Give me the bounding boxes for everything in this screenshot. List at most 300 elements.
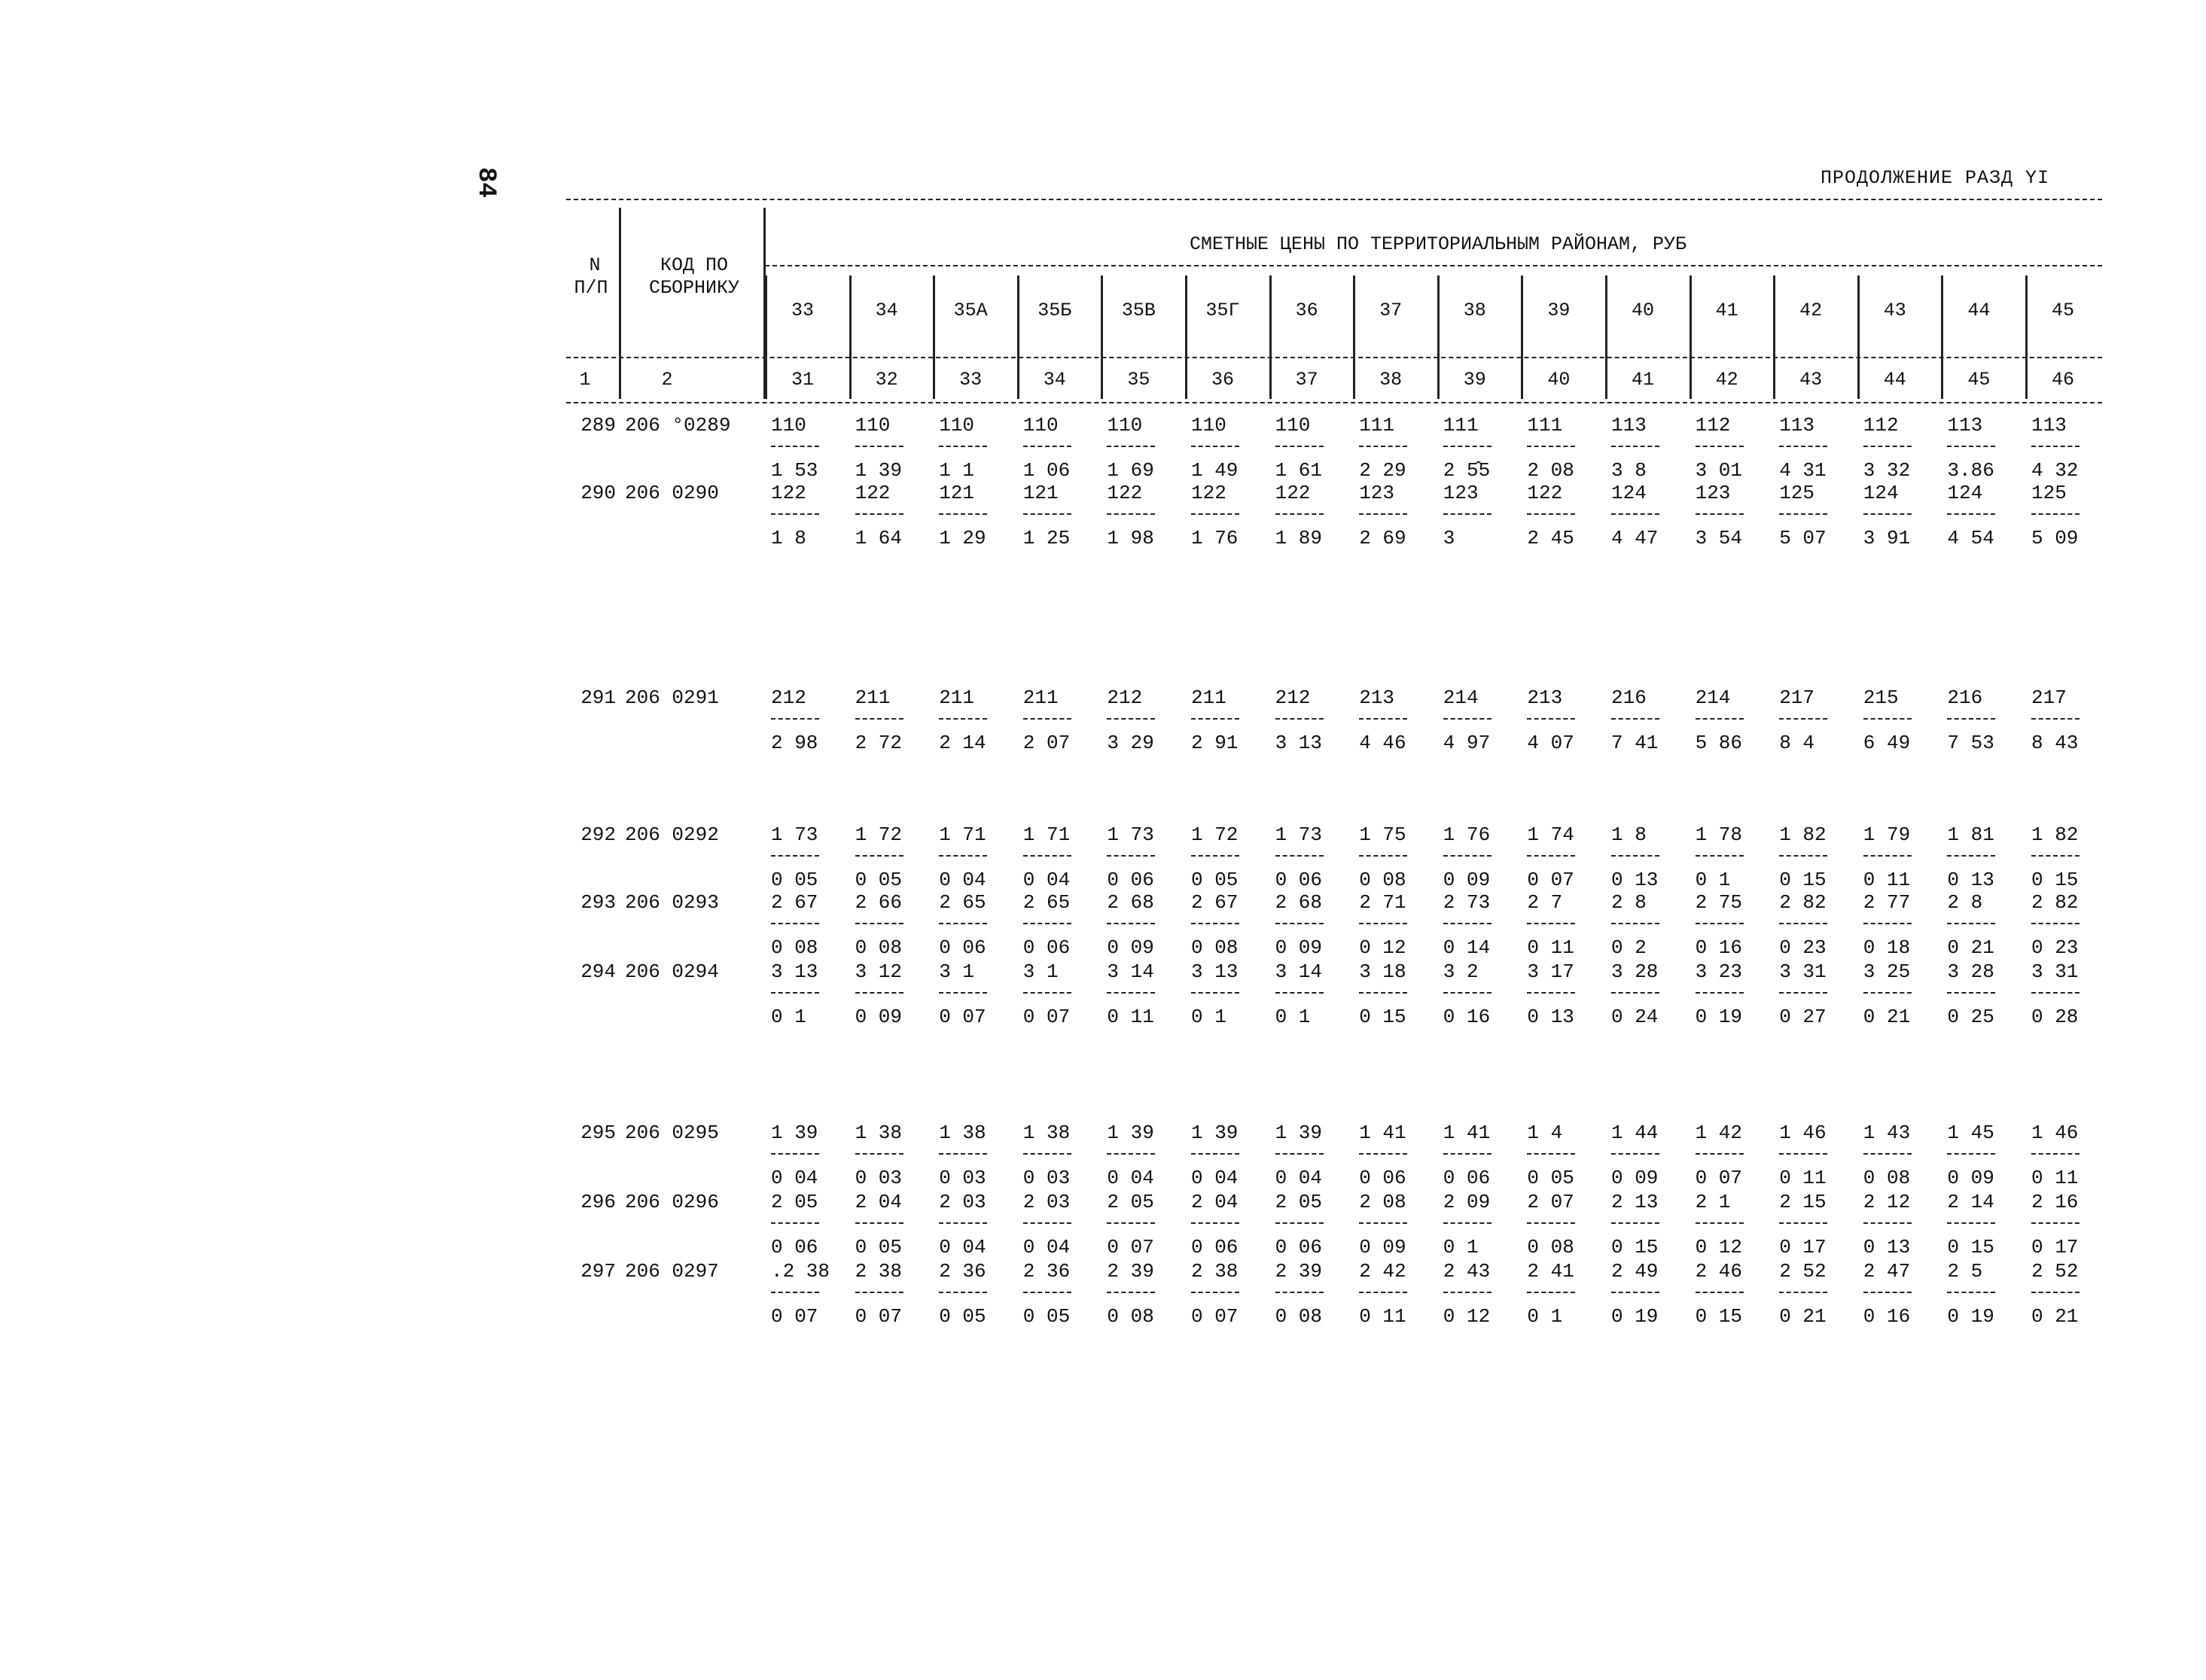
price-top: 113 [1947,414,1983,437]
price-top: 1 42 [1695,1122,1743,1144]
fraction-separator [771,1153,819,1155]
price-top: 2 49 [1611,1260,1659,1283]
district-colnum: 46 [2051,369,2074,391]
continuation-label: ПРОДОЛЖЕНИЕ РАЗД YI [1821,167,2050,189]
price-bottom: 0 15 [1359,1006,1406,1028]
price-bottom: 0 05 [939,1305,986,1328]
fraction-separator [939,855,987,857]
price-bottom: 0 08 [1275,1305,1323,1328]
price-top: 1 73 [1275,823,1323,846]
price-bottom: 0 05 [855,1236,903,1258]
fraction-separator [939,923,987,924]
fraction-separator [1359,718,1407,720]
price-bottom: 0 2 [1611,936,1647,959]
fraction-separator [1275,446,1324,447]
fraction-separator [1527,446,1575,447]
price-top: 3 25 [1863,960,1911,983]
price-bottom: 4 54 [1947,527,1994,549]
fraction-separator [1191,1222,1239,1224]
fraction-separator [1696,855,1744,857]
price-top: 122 [855,482,891,504]
fraction-separator [939,992,987,994]
row-number: 291 [580,686,616,709]
price-bottom: 0 06 [1191,1236,1239,1258]
price-top: 2 08 [1359,1191,1406,1213]
price-bottom: 0 06 [771,1236,818,1258]
price-top: 2 04 [1191,1191,1239,1213]
price-top: 111 [1359,414,1394,437]
vline-district [1521,275,1523,399]
fraction-separator [1107,855,1155,857]
vline-district [1269,275,1272,399]
price-top: 2 52 [2031,1260,2079,1283]
price-top: 2 68 [1107,891,1154,914]
price-bottom: 1 53 [771,459,818,482]
vline-district [1605,275,1607,399]
price-bottom: 7 53 [1947,732,1994,754]
fraction-separator [1359,1292,1407,1293]
price-bottom: 2 91 [1191,732,1239,754]
fraction-separator [1947,1222,1995,1224]
fraction-separator [855,923,903,924]
price-top: 2 46 [1695,1260,1743,1283]
row-code: 206 0292 [625,823,719,846]
vline-district [2025,275,2028,399]
price-top: 1 81 [1947,823,1994,846]
fraction-separator [1107,1292,1155,1293]
fraction-separator [855,1222,903,1224]
district-colnum: 44 [1883,369,1906,391]
price-top: 214 [1443,686,1479,709]
price-bottom: 0 1 [1527,1305,1563,1328]
price-bottom: 0 08 [1107,1305,1154,1328]
row-code: 206 0295 [625,1122,719,1144]
fraction-separator [1611,923,1659,924]
price-top: 124 [1863,482,1899,504]
price-top: 122 [1527,482,1563,504]
price-top: 111 [1527,414,1563,437]
district-colnum: 34 [1043,369,1066,391]
price-top: 3 18 [1359,960,1406,983]
table-top-rule [566,199,2102,200]
district-colnum: 36 [1211,369,1234,391]
price-top: 2 77 [1863,891,1911,914]
price-top: 2 47 [1863,1260,1911,1283]
price-top: 211 [1022,686,1059,709]
price-top: 2 65 [939,891,986,914]
price-bottom: 0 11 [2031,1167,2079,1189]
fraction-separator [1863,718,1912,720]
price-bottom: 4 31 [1779,459,1827,482]
price-bottom: 0 21 [2031,1305,2079,1328]
price-top: 2 16 [2031,1191,2079,1213]
page-number: 84 [471,167,500,198]
price-bottom: 3 91 [1863,527,1911,549]
price-top: 125 [1779,482,1814,504]
fraction-separator [1191,513,1239,515]
fraction-separator [1527,513,1575,515]
price-bottom: 1 49 [1191,459,1239,482]
price-top: 2 67 [771,891,818,914]
price-top: 3 2 [1443,960,1479,983]
price-bottom: 1 89 [1275,527,1323,549]
price-bottom: 0 09 [1947,1167,1994,1189]
fraction-separator [1779,446,1827,447]
vline-district [1185,275,1187,399]
price-top: 1 45 [1947,1122,1994,1144]
fraction-separator [1947,1153,1995,1155]
price-bottom: 0 07 [1191,1305,1239,1328]
fraction-separator [855,992,903,994]
price-top: 1 72 [1191,823,1239,846]
fraction-separator [771,513,819,515]
price-top: 2 71 [1359,891,1406,914]
price-top: 3 14 [1107,960,1154,983]
price-top: 125 [2031,482,2067,504]
price-top: 112 [1695,414,1731,437]
price-bottom: 0 13 [1611,869,1659,891]
price-top: 110 [939,414,974,437]
fraction-separator [1611,992,1659,994]
fraction-separator [1779,718,1827,720]
price-top: 122 [1191,482,1226,504]
price-top: 2 52 [1779,1260,1827,1283]
fraction-separator [1779,1153,1827,1155]
price-bottom: 0 15 [2031,869,2079,891]
fraction-separator [2031,992,2080,994]
price-bottom: 0 06 [1443,1167,1491,1189]
price-bottom: 1 64 [855,527,903,549]
price-top: 212 [1275,686,1311,709]
fraction-separator [1863,1292,1912,1293]
price-top: 122 [1107,482,1143,504]
price-top: 122 [771,482,806,504]
row-code: 206 °0289 [625,414,731,437]
fraction-separator [2031,718,2080,720]
fraction-separator [939,513,987,515]
vline-n [619,208,621,399]
price-top: 1 72 [855,823,903,846]
price-top: 123 [1443,482,1479,504]
fraction-separator [1443,1153,1491,1155]
fraction-separator [1779,1222,1827,1224]
price-top: 2 03 [1022,1191,1071,1213]
fraction-separator [1359,1153,1407,1155]
price-top: 2 12 [1863,1191,1911,1213]
price-bottom: 0 12 [1443,1305,1491,1328]
price-top: 1 73 [771,823,818,846]
price-bottom: 0 17 [2031,1236,2079,1258]
price-top: 110 [1275,414,1311,437]
price-top: 213 [1527,686,1563,709]
price-top: 2 05 [1107,1191,1154,1213]
price-top: 2 05 [771,1191,818,1213]
price-bottom: 2 98 [771,732,818,754]
price-bottom: 0 04 [939,869,986,891]
price-top: 2 75 [1695,891,1743,914]
fraction-separator [1023,923,1071,924]
table-header-rule [566,357,2102,358]
fraction-separator [1611,1292,1659,1293]
price-bottom: 4 97 [1443,732,1491,754]
fraction-separator [1359,855,1407,857]
price-top: 2 1 [1695,1191,1731,1213]
districts-rule [765,265,2102,266]
fraction-separator [771,1292,819,1293]
price-bottom: 0 24 [1611,1006,1659,1028]
fraction-separator [1023,1292,1071,1293]
price-bottom: 2 29 [1359,459,1406,482]
price-bottom: 0 17 [1779,1236,1827,1258]
fraction-separator [1611,718,1659,720]
price-bottom: 0 05 [1191,869,1239,891]
fraction-separator [1191,923,1239,924]
district-header: 35А [953,300,988,321]
row-number: 289 [580,414,616,437]
fraction-separator [2031,855,2080,857]
district-colnum: 40 [1547,369,1571,391]
district-header: 40 [1631,300,1654,321]
district-colnum: 42 [1715,369,1738,391]
price-bottom: 0 06 [939,936,986,959]
price-top: 124 [1611,482,1647,504]
price-top: 211 [939,686,974,709]
price-top: 3 13 [771,960,818,983]
price-bottom: 0 11 [1527,936,1574,959]
price-bottom: 0 16 [1863,1305,1911,1328]
fraction-separator [1527,855,1575,857]
price-top: 1 46 [2031,1122,2079,1144]
row-code: 206 0296 [625,1191,719,1213]
district-header: 41 [1715,300,1738,321]
fraction-separator [1696,1292,1744,1293]
fraction-separator [1191,992,1239,994]
vline-district [1437,275,1440,399]
price-bottom: 0 28 [2031,1006,2079,1028]
price-bottom: 1 06 [1022,459,1071,482]
price-top: 121 [939,482,974,504]
price-top: 2 41 [1527,1260,1574,1283]
price-top: 1 46 [1779,1122,1827,1144]
header-colnum-1: 1 [579,369,591,391]
fraction-separator [1359,992,1407,994]
price-bottom: 8 43 [2031,732,2079,754]
price-top: 1 38 [1022,1122,1071,1144]
price-top: 2 43 [1443,1260,1491,1283]
price-bottom: 0 11 [1779,1167,1827,1189]
price-bottom: 0 18 [1863,936,1911,959]
fraction-separator [1443,923,1491,924]
price-top: 1 39 [1275,1122,1323,1144]
price-bottom: 5 09 [2031,527,2079,549]
price-bottom: 0 23 [2031,936,2079,959]
fraction-separator [1947,1292,1995,1293]
fraction-separator [855,513,903,515]
fraction-separator [771,855,819,857]
price-bottom: 0 07 [939,1006,986,1028]
price-top: 1 41 [1359,1122,1406,1144]
fraction-separator [1527,718,1575,720]
price-bottom: 0 04 [1191,1167,1239,1189]
vline-district [1857,275,1860,399]
price-bottom: 3 01 [1695,459,1743,482]
fraction-separator [1527,992,1575,994]
fraction-separator [771,446,819,447]
fraction-separator [1696,992,1744,994]
fraction-separator [1443,1222,1491,1224]
vline-district [1017,275,1019,399]
price-bottom: 0 08 [771,936,818,959]
fraction-separator [1107,1222,1155,1224]
price-bottom: 3 32 [1863,459,1911,482]
price-top: 2 07 [1527,1191,1574,1213]
district-colnum: 31 [791,369,814,391]
price-bottom: 1 39 [855,459,903,482]
fraction-separator [1696,718,1744,720]
price-top: 216 [1611,686,1647,709]
fraction-separator [1275,1292,1324,1293]
price-top: 211 [855,686,891,709]
price-bottom: 7 41 [1611,732,1659,754]
row-code: 206 0294 [625,960,719,983]
price-bottom: 0 15 [1695,1305,1743,1328]
price-bottom: 0 11 [1863,869,1911,891]
price-top: 112 [1863,414,1899,437]
fraction-separator [1443,446,1491,447]
fraction-separator [1611,513,1659,515]
price-top: 123 [1695,482,1731,504]
price-bottom: 0 1 [771,1006,806,1028]
fraction-separator [939,1292,987,1293]
price-top: 110 [855,414,891,437]
price-bottom: 0 23 [1779,936,1827,959]
price-top: 215 [1863,686,1899,709]
price-bottom: 2 07 [1022,732,1071,754]
district-header: 45 [2051,300,2074,321]
price-top: 217 [2031,686,2067,709]
district-header: 36 [1295,300,1318,321]
price-bottom: 0 04 [1107,1167,1154,1189]
price-bottom: 0 09 [1611,1167,1659,1189]
price-bottom: 0 06 [1275,1236,1323,1258]
price-top: 2 38 [855,1260,903,1283]
price-bottom: 1 98 [1107,527,1154,549]
price-top: 2 38 [1191,1260,1239,1283]
price-bottom: 1 76 [1191,527,1239,549]
table-colnum-rule [566,402,2102,403]
price-top: 2 04 [855,1191,903,1213]
price-top: 2 14 [1947,1191,1994,1213]
fraction-separator [1863,513,1912,515]
price-top: 110 [1107,414,1143,437]
price-bottom: 0 09 [855,1006,903,1028]
price-bottom: 0 07 [1527,869,1574,891]
price-bottom: 0 05 [1527,1167,1574,1189]
price-bottom: 0 09 [1107,936,1154,959]
fraction-separator [771,923,819,924]
price-top: 2 36 [1022,1260,1071,1283]
price-bottom: 1 61 [1275,459,1323,482]
price-top: 2 42 [1359,1260,1406,1283]
fraction-separator [939,446,987,447]
price-bottom: 2 72 [855,732,903,754]
fraction-separator [1779,855,1827,857]
price-bottom: 3 8 [1611,459,1647,482]
price-top: 3 1 [939,960,974,983]
row-number: 293 [580,891,616,914]
row-number: 295 [580,1122,616,1144]
price-top: 1 38 [855,1122,903,1144]
price-top: 2 09 [1443,1191,1491,1213]
fraction-separator [1863,992,1912,994]
fraction-separator [855,718,903,720]
price-top: 213 [1359,686,1394,709]
row-code: 206 0293 [625,891,719,914]
price-top: 1 82 [2031,823,2079,846]
price-top: 2 68 [1275,891,1323,914]
vline-district [933,275,935,399]
price-bottom: 0 03 [855,1167,903,1189]
price-top: 2 8 [1947,891,1983,914]
fraction-separator [1107,992,1155,994]
fraction-separator [1696,1222,1744,1224]
price-bottom: 0 07 [855,1305,903,1328]
price-top: 3 1 [1022,960,1059,983]
price-bottom: 0 1 [1275,1006,1311,1028]
price-top: 2 8 [1611,891,1647,914]
fraction-separator [1107,923,1155,924]
fraction-separator [1863,855,1912,857]
price-bottom: 3 [1443,527,1455,549]
district-header: 43 [1883,300,1906,321]
price-bottom: 0 08 [1359,869,1406,891]
district-header: 37 [1379,300,1403,321]
price-bottom: 0 16 [1443,1006,1491,1028]
price-bottom: 0 03 [939,1167,986,1189]
price-bottom: 0 08 [855,936,903,959]
fraction-separator [1696,1153,1744,1155]
price-top: 1 71 [1022,823,1071,846]
header-colnum-2: 2 [661,369,673,391]
price-bottom: 0 09 [1359,1236,1406,1258]
fraction-separator [1023,992,1071,994]
price-top: 3 14 [1275,960,1323,983]
price-top: 113 [1779,414,1814,437]
price-top: 1 75 [1359,823,1406,846]
district-colnum: 45 [1967,369,1991,391]
price-bottom: 0 08 [1863,1167,1911,1189]
price-bottom: 2 69 [1359,527,1406,549]
fraction-separator [1359,923,1407,924]
price-bottom: 1 25 [1022,527,1071,549]
price-top: 3 31 [2031,960,2079,983]
price-bottom: 1 8 [771,527,806,549]
fraction-separator [1023,1153,1071,1155]
price-bottom: 0 04 [1275,1167,1323,1189]
price-top: 1 44 [1611,1122,1659,1144]
fraction-separator [2031,1292,2080,1293]
vline-district [1941,275,1943,399]
price-bottom: 8 4 [1779,732,1814,754]
vline-district [1353,275,1355,399]
price-top: 2 66 [855,891,903,914]
price-bottom: 0 1 [1695,869,1731,891]
price-bottom: 3 13 [1275,732,1323,754]
price-bottom: 0 21 [1863,1006,1911,1028]
price-top: 211 [1191,686,1226,709]
fraction-separator [1275,513,1324,515]
district-header: 38 [1463,300,1486,321]
